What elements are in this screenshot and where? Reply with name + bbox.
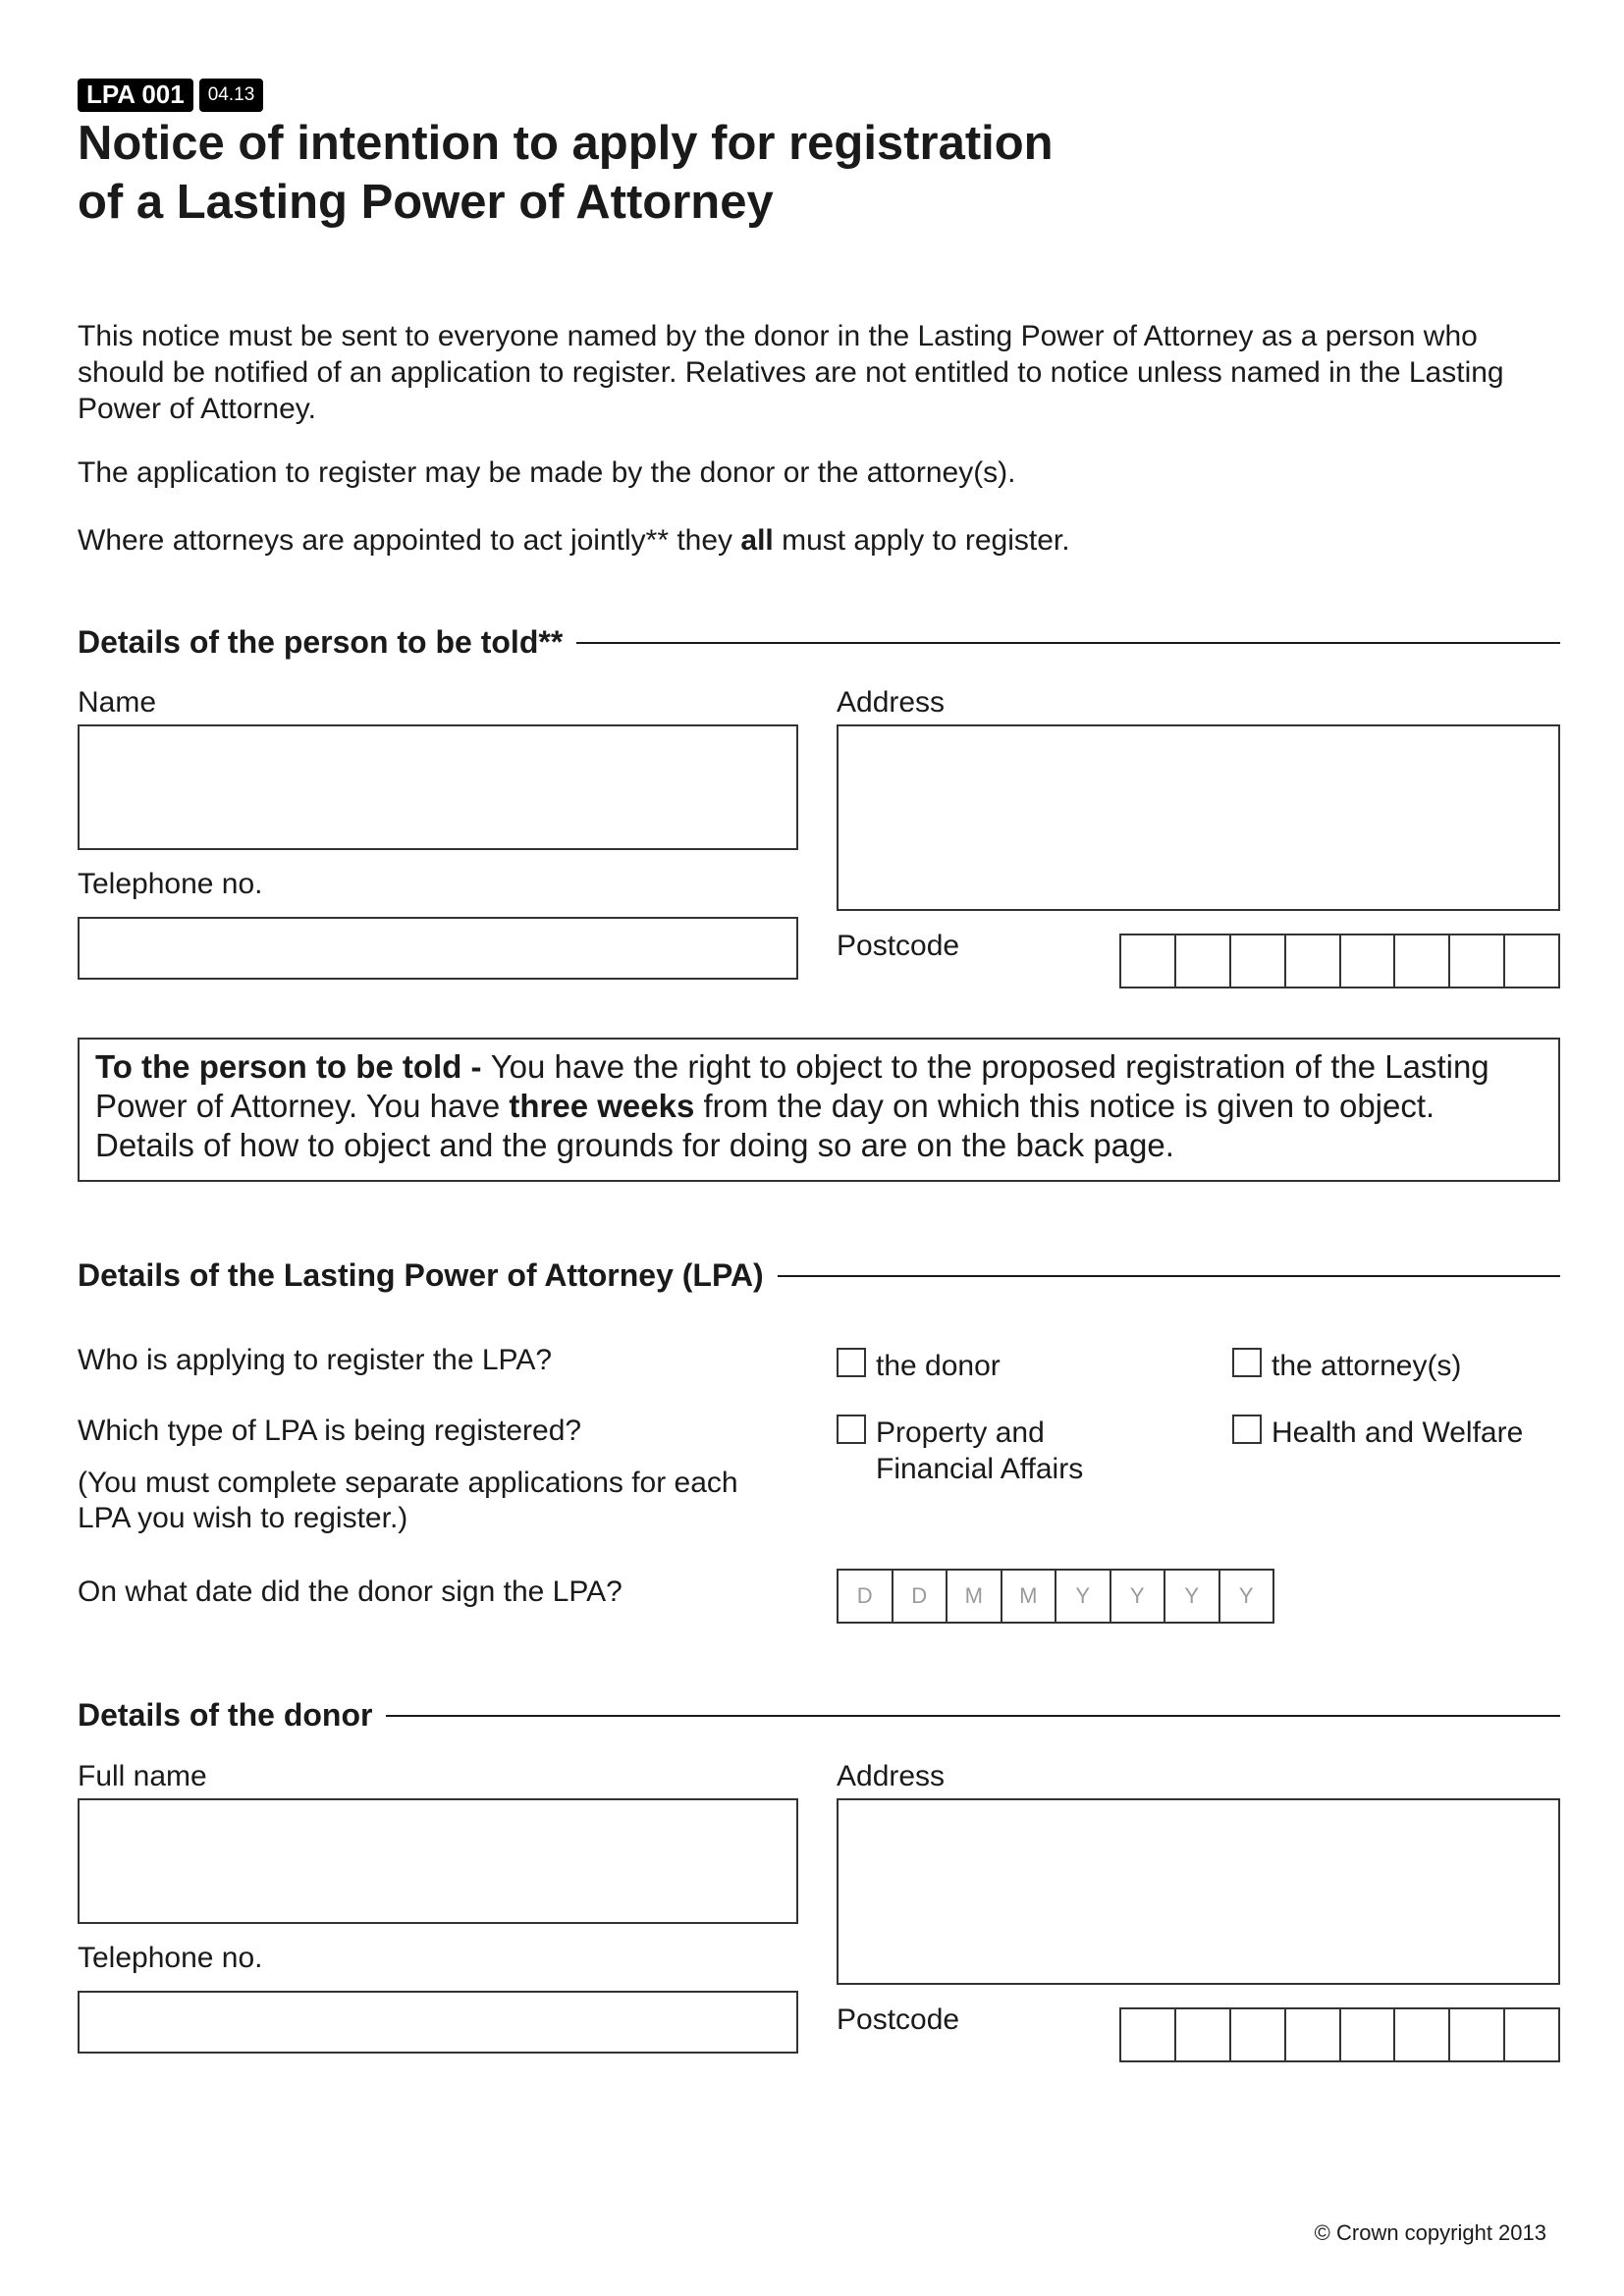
section-heading: Details of the donor <box>78 1697 373 1733</box>
date-cell-year[interactable]: Y <box>1111 1571 1166 1622</box>
date-cell-year[interactable]: Y <box>1165 1571 1220 1622</box>
postcode-cell[interactable] <box>1505 2009 1558 2060</box>
postcode-cell[interactable] <box>1176 935 1231 987</box>
donor-telephone-field[interactable] <box>78 1991 798 2054</box>
notice-text-1: You have the right to object to the proposed registration of the Lasting Power of Attorney. You have <box>95 1048 1489 1124</box>
postcode-label: Postcode <box>837 2003 960 2036</box>
lpa-type-note: (You must complete separate applications for each LPA you wish to register.) <box>78 1467 738 1534</box>
telephone-label: Telephone no. <box>78 868 263 900</box>
title-line-1: Notice of intention to apply for registration <box>78 117 1054 170</box>
notice-emphasis: three weeks <box>509 1088 695 1124</box>
postcode-cell[interactable] <box>1286 2009 1341 2060</box>
question-applicant: Who is applying to register the LPA? <box>78 1344 553 1376</box>
postcode-label: Postcode <box>837 930 960 962</box>
date-cell-month[interactable]: M <box>947 1571 1002 1622</box>
intro-paragraph-2: The application to register may be made by the donor or the attorney(s). <box>78 456 1016 489</box>
fullname-label: Full name <box>78 1760 207 1792</box>
address-label: Address <box>837 686 946 719</box>
notice-to-person-box <box>78 1038 1560 1182</box>
section-lpa-details <box>78 1257 1560 1294</box>
option-donor[interactable] <box>837 1348 1001 1384</box>
section-rule <box>778 1275 1560 1277</box>
intro-paragraph-3 <box>78 522 1560 559</box>
telephone-label: Telephone no. <box>78 1942 263 1974</box>
person-address-field[interactable] <box>837 724 1560 911</box>
postcode-cell[interactable] <box>1121 935 1176 987</box>
notice-lead: To the person to be told - <box>95 1048 491 1085</box>
postcode-cell[interactable] <box>1450 935 1505 987</box>
section-person-to-be-told <box>78 624 1560 661</box>
checkbox-property-financial[interactable] <box>837 1415 866 1444</box>
donor-fullname-field[interactable] <box>78 1798 798 1924</box>
date-cell-year[interactable]: Y <box>1056 1571 1111 1622</box>
postcode-cell[interactable] <box>1395 935 1450 987</box>
checkbox-donor[interactable] <box>837 1348 866 1377</box>
postcode-cell[interactable] <box>1450 2009 1505 2060</box>
copyright-notice: © Crown copyright 2013 <box>1314 2220 1546 2245</box>
postcode-cell[interactable] <box>1121 2009 1176 2060</box>
postcode-cell[interactable] <box>1176 2009 1231 2060</box>
option-attorneys-label: the attorney(s) <box>1272 1350 1462 1382</box>
postcode-cell[interactable] <box>1231 935 1286 987</box>
person-name-field[interactable] <box>78 724 798 850</box>
postcode-cell[interactable] <box>1341 2009 1396 2060</box>
question-sign-date: On what date did the donor sign the LPA? <box>78 1575 623 1608</box>
donor-address-field[interactable] <box>837 1798 1560 1985</box>
donor-postcode-field[interactable] <box>1119 2007 1560 2062</box>
name-label: Name <box>78 686 157 719</box>
section-heading: Details of the Lasting Power of Attorney (LPA) <box>78 1257 764 1293</box>
section-rule <box>386 1715 1560 1717</box>
postcode-cell[interactable] <box>1231 2009 1286 2060</box>
person-telephone-field[interactable] <box>78 917 798 980</box>
option-attorneys[interactable] <box>1232 1348 1461 1384</box>
postcode-cell[interactable] <box>1341 935 1396 987</box>
option-health-label: Health and Welfare <box>1272 1416 1524 1449</box>
option-property-line-2: Financial Affairs <box>876 1453 1084 1485</box>
checkbox-attorneys[interactable] <box>1232 1348 1262 1377</box>
option-property-line-1: Property and <box>876 1416 1045 1449</box>
page-title <box>78 114 1054 232</box>
address-label: Address <box>837 1760 946 1792</box>
postcode-cell[interactable] <box>1505 935 1558 987</box>
date-cell-month[interactable]: M <box>1002 1571 1057 1622</box>
notice-text-2: from the day on which this notice is given to object. Details of how to object and the grounds for doing so are on the back page. <box>95 1088 1435 1163</box>
form-version-badge: 04.13 <box>199 79 264 112</box>
date-cell-day[interactable]: D <box>893 1571 948 1622</box>
intro-p3-text-a: Where attorneys are appointed to act jointly** they <box>78 524 741 557</box>
form-code-badge: LPA 001 <box>78 79 193 112</box>
person-postcode-field[interactable] <box>1119 934 1560 988</box>
option-property-label <box>876 1415 1083 1487</box>
sign-date-field[interactable] <box>837 1569 1274 1624</box>
postcode-cell[interactable] <box>1395 2009 1450 2060</box>
option-property-financial[interactable] <box>837 1415 1083 1487</box>
question-lpa-type: Which type of LPA is being registered? <box>78 1415 582 1447</box>
form-id-badges <box>78 79 263 112</box>
date-cell-day[interactable]: D <box>839 1571 893 1622</box>
checkbox-health-welfare[interactable] <box>1232 1415 1262 1444</box>
section-heading: Details of the person to be told** <box>78 624 564 660</box>
section-donor-details <box>78 1697 1560 1734</box>
section-rule <box>576 642 1560 644</box>
intro-p3-emphasis: all <box>740 524 774 557</box>
date-cell-year[interactable]: Y <box>1238 1583 1254 1608</box>
option-donor-label: the donor <box>876 1350 1001 1382</box>
title-line-2: of a Lasting Power of Attorney <box>78 176 774 229</box>
intro-paragraph-1: This notice must be sent to everyone named by the donor in the Lasting Power of Attorney as a person who should be notified of an application to register. Relatives are not entitled to notice unless named in the Lasting Power of Attorney. <box>78 320 1504 425</box>
intro-p3-text-b: must apply to register. <box>773 524 1070 557</box>
option-health-welfare[interactable] <box>1232 1415 1523 1451</box>
postcode-cell[interactable] <box>1286 935 1341 987</box>
